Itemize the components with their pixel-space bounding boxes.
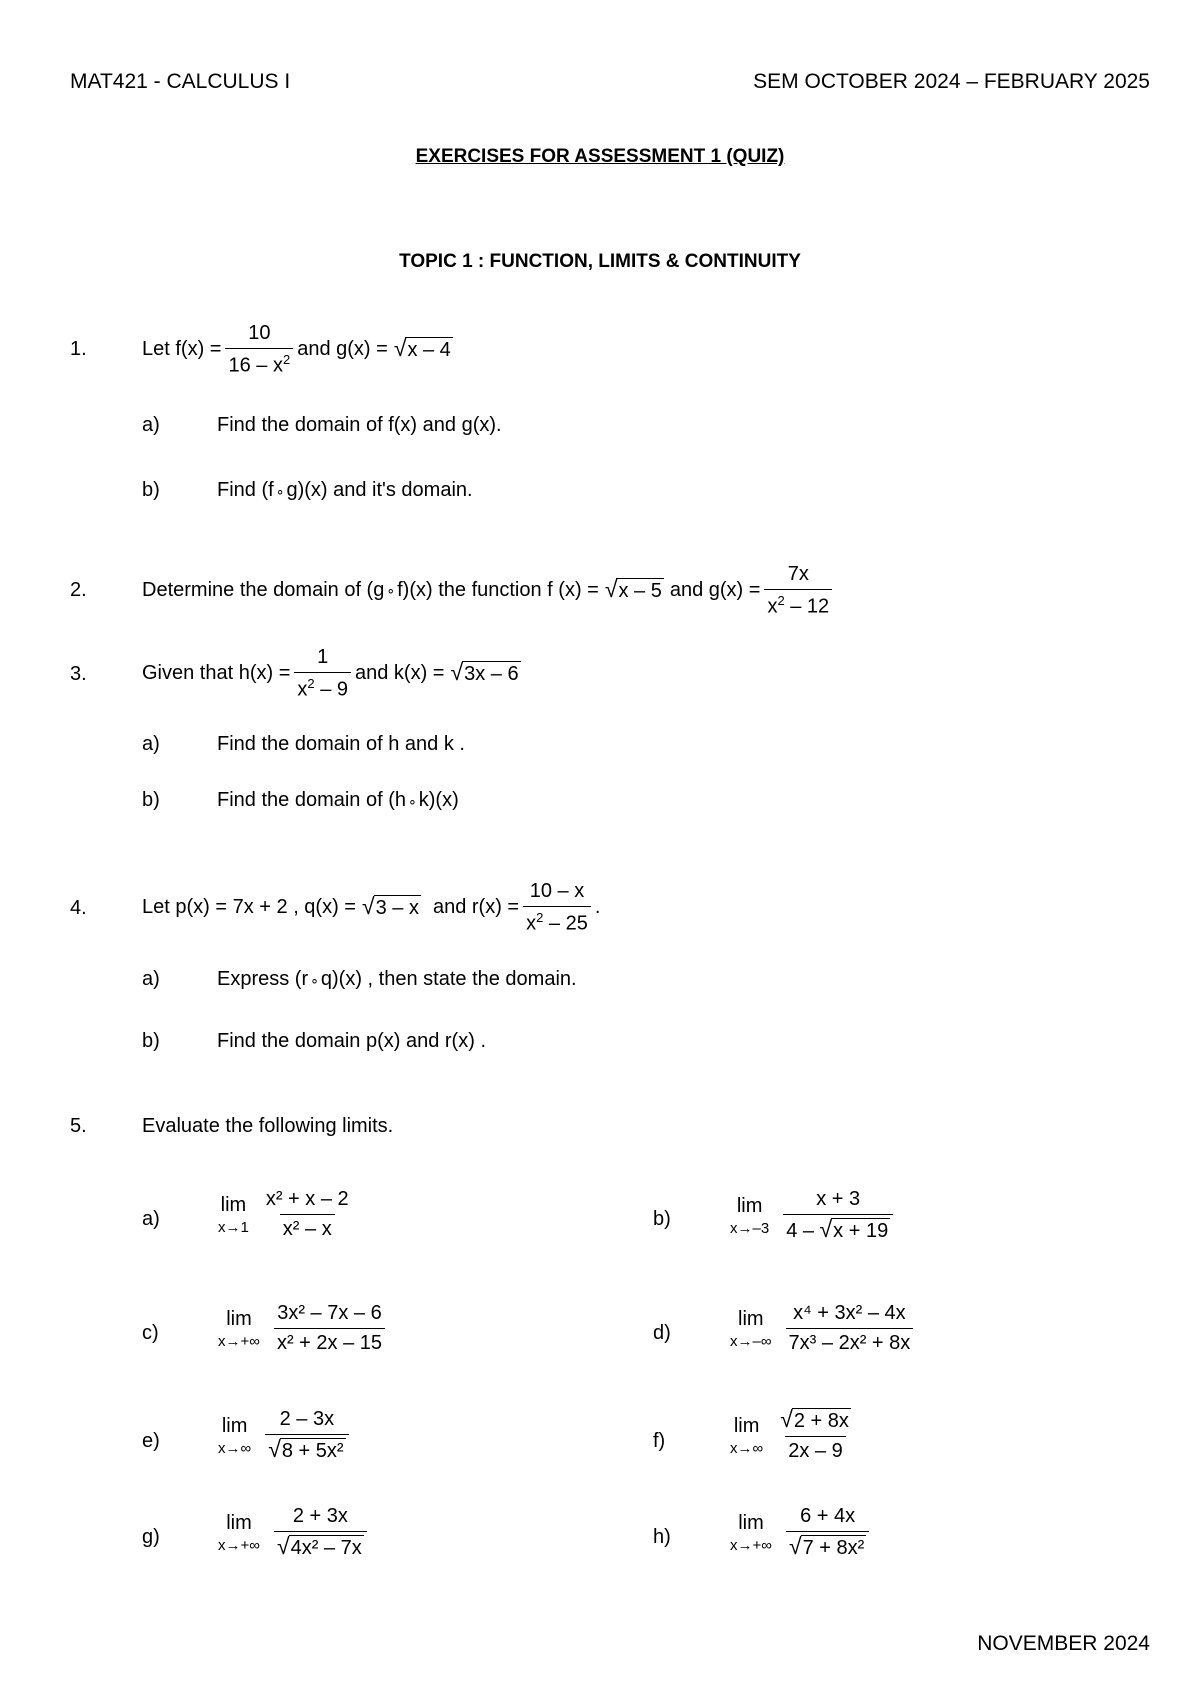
q3b-text: Find the domain of (h ∘ k)(x)	[217, 789, 459, 811]
q5c-label: c)	[142, 1322, 159, 1344]
q1-mid: and g(x) =	[297, 338, 388, 361]
page-title: EXERCISES FOR ASSESSMENT 1 (QUIZ)	[415, 146, 785, 167]
q5b-limit: lim x→–3 x + 3 4 – √ x + 19	[730, 1188, 897, 1243]
q1-f-den: $16 - x^2$	[225, 348, 293, 378]
header-semester: SEM OCTOBER 2024 – FEBRUARY 2025	[753, 70, 1150, 93]
q5e-label: e)	[142, 1430, 160, 1452]
q5f-limit: lim x→∞ √ 2 + 8x 2x – 9	[730, 1406, 849, 1462]
q4-r-fraction: $\frac{10 - x}{x^2 - 25}$	[523, 880, 591, 936]
q5d-label: d)	[653, 1322, 671, 1344]
topic-heading: TOPIC 1 : FUNCTION, LIMITS & CONTINUITY	[399, 251, 801, 272]
q3a-label: a)	[142, 733, 160, 755]
q4-q-sqrt: √ 3 – x	[361, 893, 419, 920]
q5g-label: g)	[142, 1526, 160, 1548]
q4b-text: Find the domain p(x) and r(x) .	[217, 1030, 486, 1052]
q1-g-sqrt: √ x – 4	[393, 335, 451, 362]
q3a-text: Find the domain of h and k .	[217, 733, 465, 755]
q4-number: 4.	[70, 897, 87, 919]
q3-k-sqrt: √ 3x – 6	[450, 659, 519, 686]
q5-text: Evaluate the following limits.	[142, 1115, 394, 1137]
q2-g-fraction: $\frac{7x}{x^2 - 12}$	[764, 563, 832, 619]
q5a-label: a)	[142, 1208, 160, 1230]
q3-h-fraction: $\frac{1}{x^2 - 9}$	[294, 646, 351, 702]
q1b-text: Find (f ∘ g)(x) and it's domain.	[217, 479, 473, 501]
header-course: MAT421 - CALCULUS I	[70, 70, 291, 93]
q3b-label: b)	[142, 789, 160, 811]
q5b-label: b)	[653, 1208, 671, 1230]
q4a-label: a)	[142, 968, 160, 990]
q1-f-num: 10	[248, 322, 271, 344]
q3-number: 3.	[70, 663, 87, 685]
q5f-label: f)	[653, 1430, 666, 1452]
q2-f-sqrt: √ x – 5	[604, 576, 662, 603]
q5e-limit: lim x→∞ 2 – 3x √ 8 + 5x²	[218, 1408, 353, 1463]
q5a-limit: lim x→1 $\frac{\text{x² + x – 2}}{\text{x² – x}}$	[218, 1188, 349, 1240]
q5h-label: h)	[653, 1526, 671, 1548]
q5c-limit: lim x→+∞ $\frac{\text{3x² – 7x – 6}}{\text{x² + 2x – 15}}$	[218, 1302, 389, 1355]
q1-lead: Let f(x) =	[142, 338, 222, 361]
q5d-limit: lim x→–∞ $\frac{\text{x⁴ + 3x² – 4x}}{\text{7x³ – 2x² + 8x}}$	[730, 1302, 917, 1355]
q5g-limit: lim x→+∞ 2 + 3x √ 4x² – 7x	[218, 1505, 371, 1560]
q1-statement	[142, 322, 453, 378]
q4a-text: Express (r ∘ q)(x) , then state the domain.	[217, 968, 577, 990]
q1b-label: b)	[142, 479, 160, 501]
q5-number: 5.	[70, 1115, 87, 1137]
q4b-label: b)	[142, 1030, 160, 1052]
footer-date: NOVEMBER 2024	[977, 1632, 1150, 1655]
q1-number: 1.	[70, 338, 87, 360]
q2-statement: Determine the domain of (g ∘ f)(x) the function f (x) = √ x – 5 and g(x) = $\frac{7x}{x^2 - 12}$	[142, 563, 836, 619]
q2-number: 2.	[70, 579, 87, 601]
q3-statement: Given that h(x) = $\frac{1}{x^2 - 9}$ and k(x) = √ 3x – 6	[142, 646, 519, 701]
q5h-limit: lim x→+∞ 6 + 4x √ 7 + 8x²	[730, 1505, 873, 1560]
q1a-label: a)	[142, 414, 160, 436]
q4-statement: Let p(x) = 7x + 2 , q(x) = √ 3 – x and r(x) = $\frac{10 - x}{x^2 - 25}$ .	[142, 880, 601, 935]
q1-f-fraction	[225, 322, 293, 378]
q1a-text: Find the domain of f(x) and g(x).	[217, 414, 502, 436]
